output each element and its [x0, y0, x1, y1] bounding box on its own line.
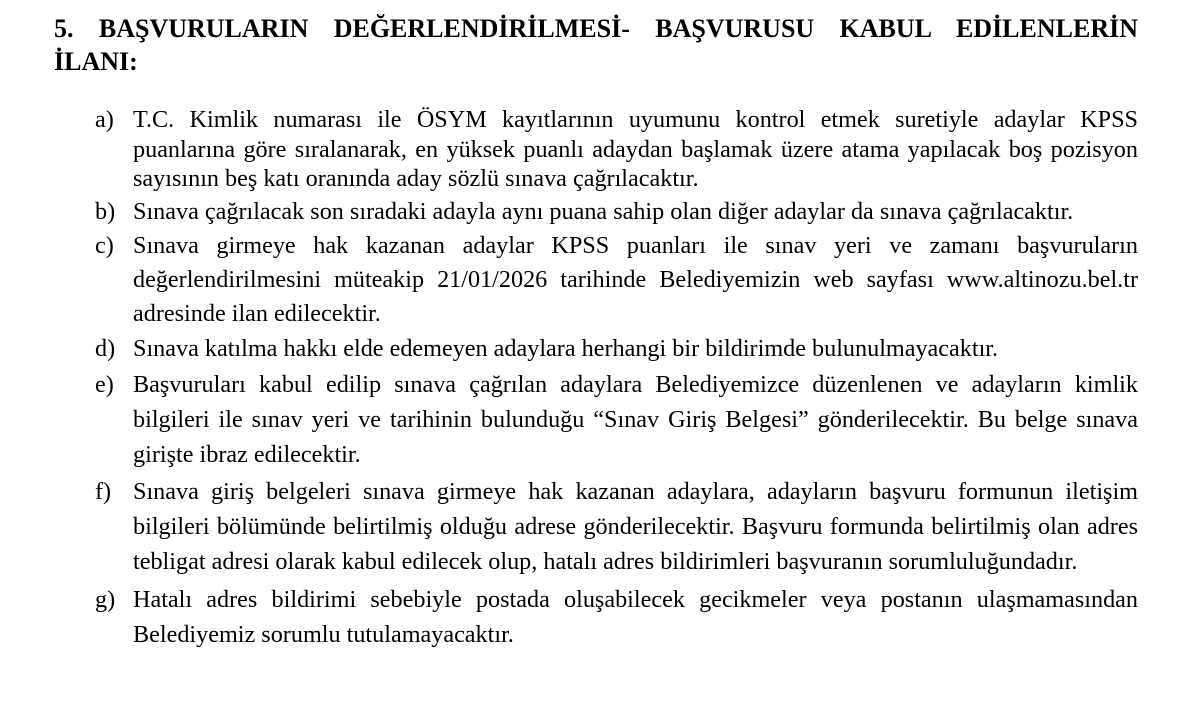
- item-marker: f): [95, 477, 112, 505]
- item-text: T.C. Kimlik numarası ile ÖSYM kayıtlarının uyumunu kontrol etmek suretiyle adaylar KPSS puanlarına göre sıralanarak, en yüksek puanlı adaydan başlamak üzere atama yapılacak boş pozisyon sayısının beş katı oranında aday sözlü sınava çağrılacaktır.: [133, 106, 1138, 192]
- document-page: [54, 12, 1138, 655]
- item-marker: d): [95, 335, 116, 362]
- item-marker: b): [95, 197, 116, 225]
- item-marker: c): [95, 232, 114, 259]
- list-item-c: [54, 229, 1138, 331]
- item-text: Hatalı adres bildirimi sebebiyle postada oluşabilecek gecikmeler veya postanın ulaşmamasından Belediyemiz sorumlu tutulamayacaktır.: [133, 585, 1138, 648]
- item-text: Sınava girmeye hak kazanan adaylar KPSS puanları ile sınav yeri ve zamanı başvuruların değerlendirilmesini müteakip 21/01/2026 tarihinde Belediyemizin web sayfası www.altinozu.bel.tr adresinde ilan edilecektir.: [133, 232, 1138, 327]
- item-marker: a): [95, 106, 114, 133]
- list-item-e: [54, 367, 1138, 472]
- item-text: Sınava katılma hakkı elde edemeyen adaylara herhangi bir bildirimde bulunulmayacaktır.: [133, 335, 999, 362]
- item-marker: e): [95, 370, 114, 398]
- list-item-a: [54, 105, 1138, 194]
- section-heading: 5. BAŞVURULARIN DEĞERLENDİRİLMESİ- BAŞVURUSU KABUL EDİLENLERİN İLANI:: [54, 14, 1138, 76]
- item-marker: g): [95, 585, 116, 613]
- item-text: Sınava giriş belgeleri sınava girmeye hak kazanan adaylara, adayların başvuru formunun iletişim bilgileri bölümünde belirtilmiş olduğu adrese gönderilecektir. Başvuru formunda belirtilmiş olan adres tebligat adresi olarak kabul edilecek olup, hatalı adres bildirimleri başvuranın sorumluluğundadır.: [133, 477, 1138, 575]
- list-item-g: [54, 582, 1138, 652]
- item-text: Sınava çağrılacak son sıradaki adayla aynı puana sahip olan diğer adaylar da sınava çağrılacaktır.: [133, 197, 1074, 225]
- list-item-b: [54, 197, 1138, 227]
- item-list: [54, 105, 1138, 652]
- item-text: Başvuruları kabul edilip sınava çağrılan adaylara Belediyemizce düzenlenen ve adayların kimlik bilgileri ile sınav yeri ve tarihinin bulunduğu “Sınav Giriş Belgesi” gönderilecektir. Bu belge sınava girişte ibraz edilecektir.: [133, 370, 1138, 468]
- list-item-f: [54, 474, 1138, 579]
- list-item-d: [54, 334, 1138, 364]
